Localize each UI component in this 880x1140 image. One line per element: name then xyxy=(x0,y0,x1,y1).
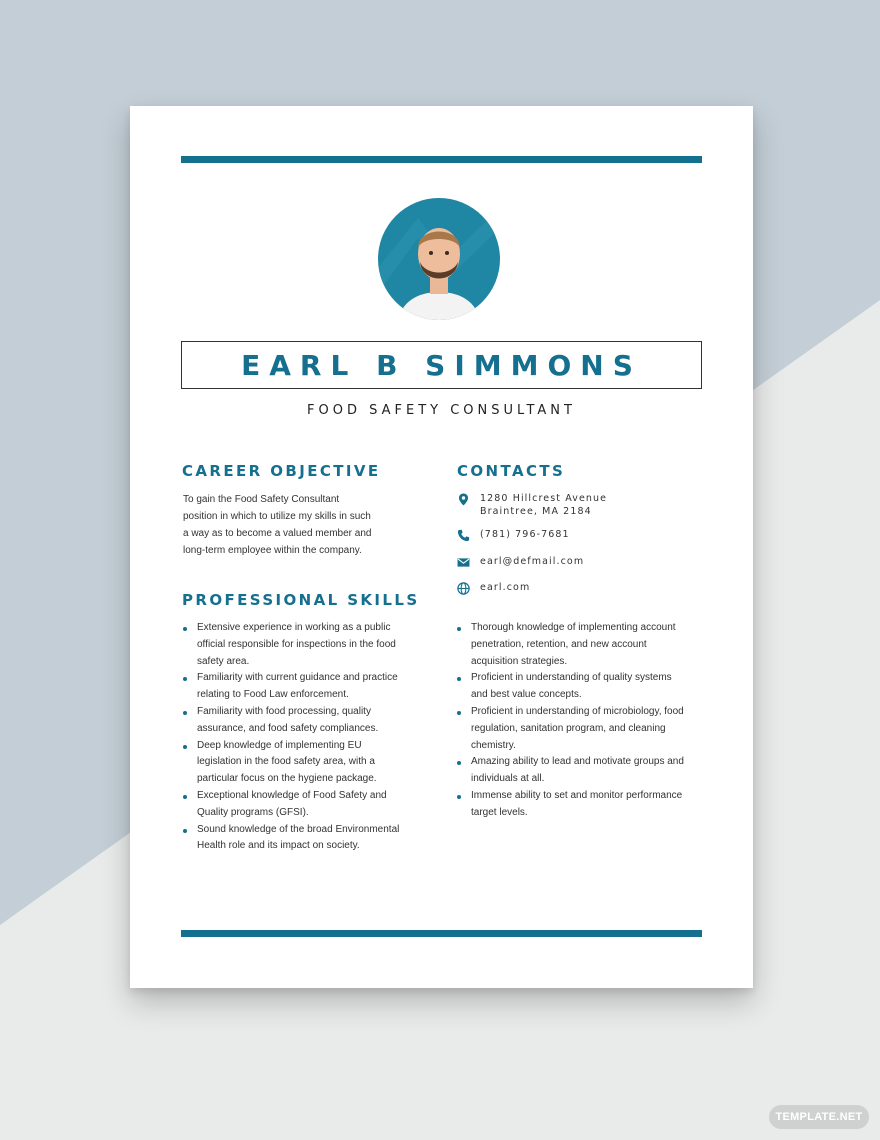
profile-photo xyxy=(378,198,500,320)
skill-line: chemistry. xyxy=(471,739,516,751)
skills-list-right xyxy=(456,620,716,822)
skill-line: target levels. xyxy=(471,806,528,818)
career-objective-heading: CAREER OBJECTIVE xyxy=(182,462,381,480)
skill-line: Thorough knowledge of implementing account xyxy=(471,622,676,633)
skill-line: Amazing ability to lead and motivate groups and xyxy=(471,756,684,768)
skill-line: Extensive experience in working as a public xyxy=(197,622,391,633)
skill-line: Familiarity with current guidance and practice xyxy=(197,672,398,684)
address-line-2: Braintree, MA 2184 xyxy=(480,506,592,517)
contact-website xyxy=(457,581,530,595)
phone-number: (781) 796-7681 xyxy=(480,529,570,540)
contacts-heading: CONTACTS xyxy=(457,462,566,480)
skill-line: Immense ability to set and monitor performance xyxy=(471,789,683,801)
skill-line: Sound knowledge of the broad Environmental xyxy=(197,823,400,835)
skill-line: Deep knowledge of implementing EU xyxy=(197,739,362,751)
name-box xyxy=(181,341,702,389)
skill-item xyxy=(182,822,432,856)
phone-icon xyxy=(457,529,470,542)
location-pin-icon xyxy=(457,493,470,506)
professional-skills-heading: PROFESSIONAL SKILLS xyxy=(182,591,420,609)
job-title: FOOD SAFETY CONSULTANT xyxy=(307,403,576,418)
skill-line: Health role and its impact on society. xyxy=(197,840,360,852)
skill-item xyxy=(182,620,432,670)
skill-line: penetration, retention, and new account xyxy=(471,638,647,650)
address-line-1: 1280 Hillcrest Avenue xyxy=(480,493,608,504)
envelope-icon xyxy=(457,556,470,569)
skill-line: Proficient in understanding of microbiology, food xyxy=(471,705,684,717)
top-accent-rule xyxy=(181,156,702,163)
objective-line: position in which to utilize my skills in such xyxy=(183,511,371,522)
skill-item xyxy=(182,788,432,822)
skill-line: and best value concepts. xyxy=(471,689,582,701)
contact-email xyxy=(457,555,584,569)
skill-item xyxy=(456,754,716,788)
resume-page xyxy=(130,106,753,988)
skill-line: regulation, sanitation program, and cleaning xyxy=(471,722,666,734)
skill-line: assurance, and food safety compliances. xyxy=(197,722,379,734)
skill-line: particular focus on the hygiene package. xyxy=(197,773,377,785)
bottom-accent-rule xyxy=(181,930,702,937)
skill-line: Proficient in understanding of quality systems xyxy=(471,672,672,684)
contact-address xyxy=(457,492,607,518)
skill-item xyxy=(456,704,716,754)
skill-item xyxy=(182,738,432,788)
objective-line: a way as to become a valued member and xyxy=(183,528,372,539)
email-address: earl@defmail.com xyxy=(480,556,585,567)
skill-item xyxy=(456,788,716,822)
skill-line: safety area. xyxy=(197,655,250,667)
skill-line: Familiarity with food processing, quality xyxy=(197,705,371,717)
skill-line: Quality programs (GFSI). xyxy=(197,806,309,818)
website: earl.com xyxy=(480,582,531,593)
skill-line: relating to Food Law enforcement. xyxy=(197,689,349,701)
objective-line: To gain the Food Safety Consultant xyxy=(183,494,340,505)
template-net-watermark: TEMPLATE.NET xyxy=(769,1105,869,1129)
contact-phone xyxy=(457,528,570,542)
candidate-name: EARL B SIMMONS xyxy=(241,348,642,382)
skill-line: legislation in the food safety area, with a xyxy=(197,756,375,768)
skill-line: official responsible for inspections in the food xyxy=(197,638,396,650)
skill-item xyxy=(456,620,716,670)
skill-line: individuals at all. xyxy=(471,773,545,785)
skill-item xyxy=(456,670,716,704)
career-objective-text xyxy=(183,491,371,559)
globe-icon xyxy=(457,582,470,595)
skill-line: Exceptional knowledge of Food Safety and xyxy=(197,789,387,801)
objective-line: long-term employee within the company. xyxy=(183,545,362,556)
skill-item xyxy=(182,704,432,738)
skill-line: acquisition strategies. xyxy=(471,655,568,667)
skill-item xyxy=(182,670,432,704)
skills-list-left xyxy=(182,620,432,855)
